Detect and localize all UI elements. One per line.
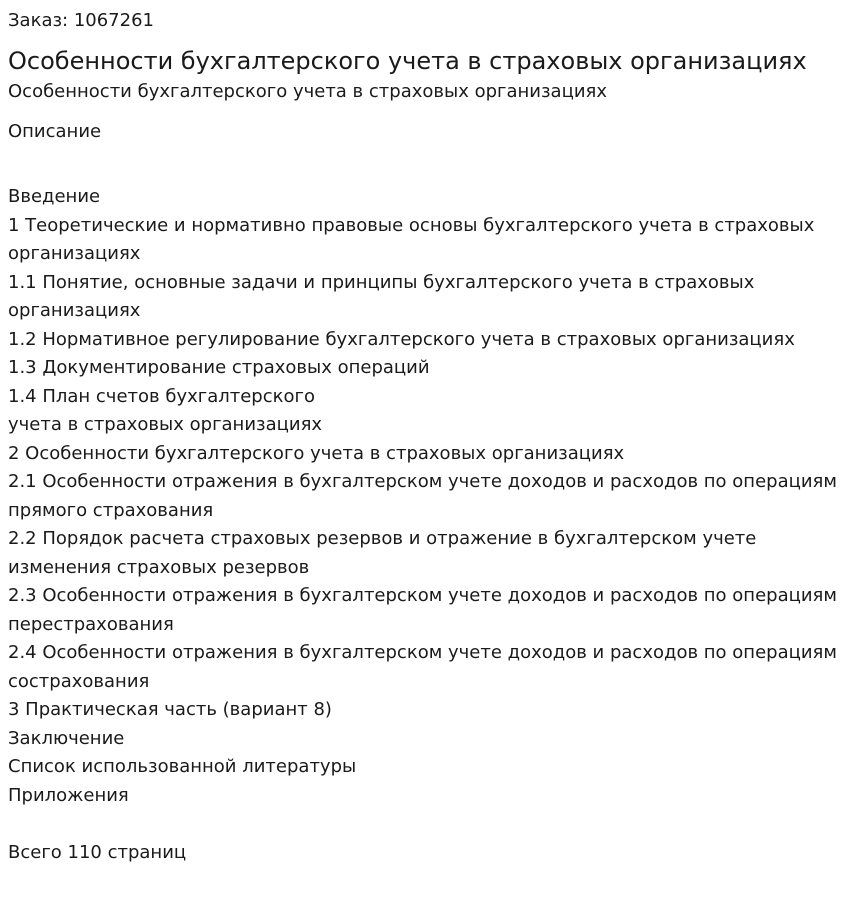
toc-item: 1 Теоретические и нормативно правовые основы бухгалтерского учета в страховых организациях (8, 214, 815, 264)
toc-item: 2.1 Особенности отражения в бухгалтерском учете доходов и расходов по операциям прямого страхования (8, 471, 837, 521)
toc-item: Список использованной литературы (8, 756, 357, 777)
toc-item: Заключение (8, 727, 125, 749)
toc-item: 2.2 Порядок расчета страховых резервов и отражение в бухгалтерском учете изменения страховых резервов (8, 528, 757, 578)
toc-item: 1.4 План счетов бухгалтерского (8, 385, 315, 407)
page-subtitle: Особенности бухгалтерского учета в страховых организациях (8, 81, 608, 102)
page-title: Особенности бухгалтерского учета в страховых организациях (8, 47, 807, 75)
toc-item: Введение (8, 186, 101, 207)
toc-item: 3 Практическая часть (вариант 8) (8, 699, 332, 720)
toc-item: 1.1 Понятие, основные задачи и принципы бухгалтерского учета в страховых организациях (8, 271, 755, 321)
toc-item: 1.2 Нормативное регулирование бухгалтерского учета в страховых организациях (8, 328, 795, 350)
order-number: Заказ: 1067261 (8, 10, 154, 31)
toc-item: 2 Особенности бухгалтерского учета в страховых организациях (8, 442, 625, 464)
toc-item: Приложения (8, 784, 129, 806)
description-label: Описание (8, 121, 102, 142)
total-pages: Всего 110 страниц (8, 841, 187, 863)
toc-item: 2.4 Особенности отражения в бухгалтерском учете доходов и расходов по операциям сострахования (8, 642, 837, 692)
toc-item: 2.3 Особенности отражения в бухгалтерском учете доходов и расходов по операциям перестрахования (8, 585, 837, 635)
toc-item: учета в страховых организациях (8, 414, 323, 435)
toc-item: 1.3 Документирование страховых операций (8, 357, 430, 378)
table-of-contents (8, 183, 842, 810)
